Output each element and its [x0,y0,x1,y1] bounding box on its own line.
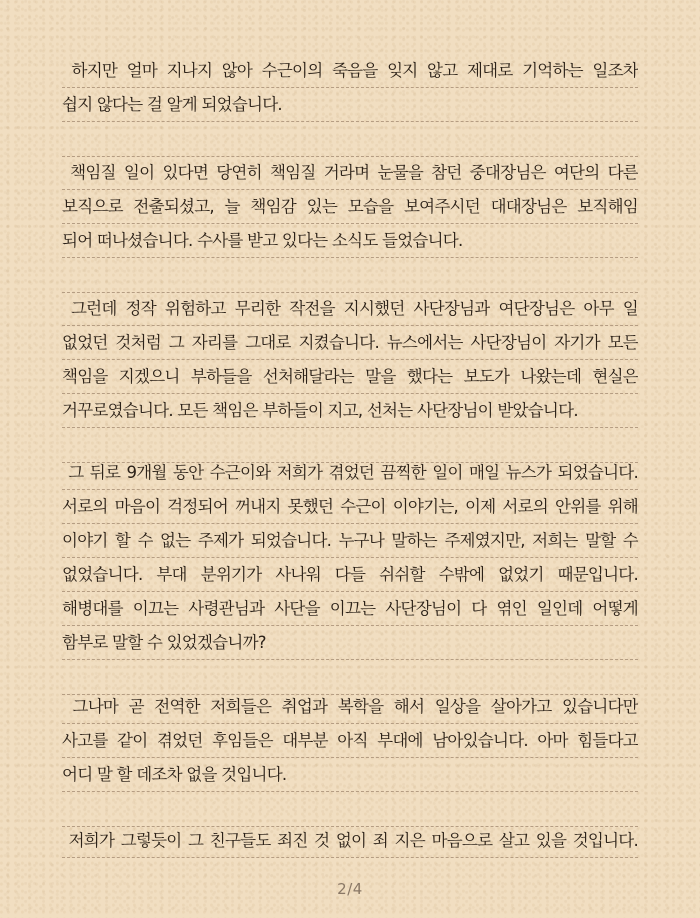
text-line: 이야기 할 수 없는 주제가 되었습니다. 누구나 말하는 주제였지만, 저희는 말할 수 [62,524,638,558]
text-line: 어디 말 할 데조차 없을 것입니다. [62,758,638,792]
text-line: 함부로 말할 수 있었겠습니까? [62,626,638,660]
text-line: 책임질 일이 있다면 당연히 책임질 거라며 눈물을 참던 중대장님은 여단의 다른 [62,156,638,190]
text-line: 되어 떠나셨습니다. 수사를 받고 있다는 소식도 들었습니다. [62,224,638,258]
text-line: 없었던 것처럼 그 자리를 그대로 지켰습니다. 뉴스에서는 사단장님이 자기가 모든 [62,326,638,360]
text-line: 그 뒤로 9개월 동안 수근이와 저희가 겪었던 끔찍한 일이 매일 뉴스가 되었습니다. [62,456,638,490]
page-number: 2/4 [337,880,363,898]
paragraph-1 [62,54,638,122]
paragraph-4 [62,456,638,660]
text-line: 저희가 그렇듯이 그 친구들도 죄진 것 없이 죄 지은 마음으로 살고 있을 것입니다. [62,824,638,858]
text-line: 서로의 마음이 걱정되어 꺼내지 못했던 수근이 이야기는, 이제 서로의 안위를 위해 [62,490,638,524]
text-line: 그나마 곧 전역한 저희들은 취업과 복학을 해서 일상을 살아가고 있습니다만 [62,690,638,724]
text-line: 책임을 지겠으니 부하들을 선처해달라는 말을 했다는 보도가 나왔는데 현실은 [62,360,638,394]
paragraph-3 [62,292,638,428]
text-line: 하지만 얼마 지나지 않아 수근이의 죽음을 잊지 않고 제대로 기억하는 일조차 [62,54,638,88]
text-line: 없었습니다. 부대 분위기가 사나워 다들 쉬쉬할 수밖에 없었기 때문입니다. [62,558,638,592]
paragraph-6 [62,824,638,858]
text-line: 쉽지 않다는 걸 알게 되었습니다. [62,88,638,122]
text-line: 거꾸로였습니다. 모든 책임은 부하들이 지고, 선처는 사단장님이 받았습니다. [62,394,638,428]
text-line: 그런데 정작 위험하고 무리한 작전을 지시했던 사단장님과 여단장님은 아무 일 [62,292,638,326]
paragraph-2 [62,156,638,258]
text-line: 사고를 같이 겪었던 후임들은 대부분 아직 부대에 남아있습니다. 아마 힘들다고 [62,724,638,758]
paragraph-5 [62,690,638,792]
text-line: 해병대를 이끄는 사령관님과 사단을 이끄는 사단장님이 다 엮인 일인데 어떻게 [62,592,638,626]
text-line: 보직으로 전출되셨고, 늘 책임감 있는 모습을 보여주시던 대대장님은 보직해임 [62,190,638,224]
